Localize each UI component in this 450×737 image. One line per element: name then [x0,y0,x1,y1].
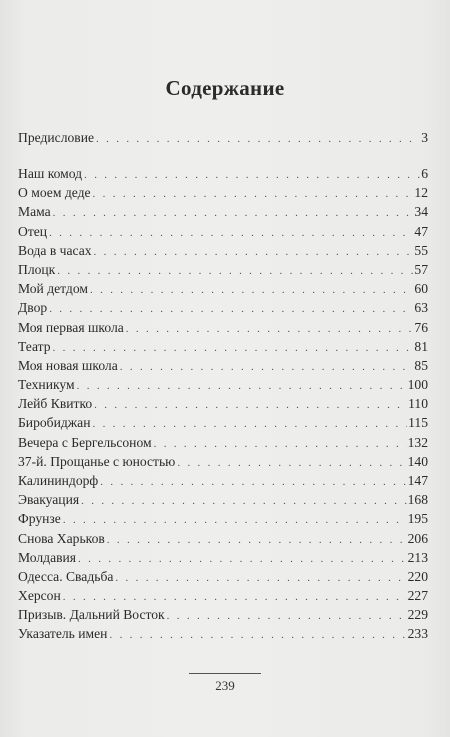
toc-entry [18,183,428,202]
toc-entry-page: 195 [407,511,428,527]
toc-entry [18,394,428,413]
toc-entry [18,433,428,452]
toc-entry-page: 76 [414,319,428,335]
dot-leader [57,262,413,281]
toc-entry-page: 229 [407,607,428,623]
dot-leader [78,550,407,569]
toc-entry [18,605,428,624]
toc-entry-page: 115 [408,415,428,431]
toc-entry-title: Молдавия [18,549,77,565]
toc-chapters-section [18,164,428,625]
toc-entry-title: Эвакуация [18,492,80,508]
toc-entry-page: 110 [408,396,428,412]
toc-entry-title: Двор [18,300,48,316]
toc-entry-title: 37-й. Прощанье с юностью [18,453,176,469]
toc-entry-title: Мой детдом [18,281,88,297]
dot-leader [100,473,406,492]
dot-leader [107,531,407,550]
toc-entry-title: Моя новая школа [18,357,118,373]
toc-entry-page: 63 [414,300,428,316]
toc-entry-title: Наш комод [18,166,83,181]
toc-entry [18,509,428,528]
toc-entry-page: 3 [421,130,428,145]
dot-leader [93,185,414,204]
toc-entry-title: Вода в часах [18,242,92,258]
toc-entry-page: 206 [407,530,428,546]
toc-entry-title: Фрунзе [18,511,61,527]
toc-entry-page: 6 [421,166,428,181]
toc-entry-title: О моем деде [18,185,91,201]
toc-entry-title: Калининдорф [18,473,99,488]
dot-leader [109,626,406,645]
dot-leader [120,358,414,377]
toc-entry [18,202,428,221]
toc-entry-title: Лейб Квитко [18,396,93,412]
toc-index-section [18,624,428,643]
dot-leader [63,511,407,530]
dot-leader [90,281,413,300]
toc-entry-page: 60 [414,281,428,297]
toc-entry-page: 132 [407,434,428,450]
toc-entry [18,624,428,643]
toc-entry [18,298,428,317]
toc-entry-title: Техникум [18,377,75,393]
toc-entry-page: 100 [407,377,428,393]
toc-entry-title: Театр [18,338,51,354]
dot-leader [94,396,407,415]
toc-entry-title: Отец [18,223,48,239]
toc-entry-page: 85 [414,357,428,373]
toc-entry [18,375,428,394]
toc-entry-page: 34 [414,204,428,220]
toc-entry [18,471,428,490]
toc-entry-page: 55 [414,242,428,258]
toc-entry [18,490,428,509]
toc-entry [18,128,428,147]
toc-entry-title: Херсон [18,588,61,604]
toc-entry [18,318,428,337]
toc-entry-page: 81 [414,338,428,354]
dot-leader [115,569,406,588]
toc-entry [18,586,428,605]
toc-entry-page: 233 [407,626,428,641]
toc-entry-title: Биробиджан [18,415,91,431]
dot-leader [94,243,414,262]
dot-leader [177,454,406,473]
toc-entry-page: 57 [414,261,428,277]
page-title: Содержание [165,76,285,100]
toc-entry-title: Моя первая школа [18,319,124,335]
toc-entry [18,222,428,241]
dot-leader [126,320,414,339]
dot-leader [84,166,420,185]
toc-entry-page: 220 [407,568,428,584]
toc-entry [18,567,428,586]
page-number: 239 [215,678,235,693]
toc-entry-title: Плоцк [18,261,56,277]
dot-leader [81,492,406,511]
toc-entry-page: 12 [414,185,428,201]
toc-entry [18,529,428,548]
toc-entry [18,260,428,279]
toc-entry-title: Призыв. Дальний Восток [18,607,165,623]
toc-entry-page: 168 [407,492,428,508]
dot-leader [53,204,414,223]
toc-entry-title: Снова Харьков [18,530,105,546]
toc-entry [18,452,428,471]
toc-entry-title: Одесса. Свадьба [18,568,114,584]
toc-entry-page: 227 [407,588,428,604]
toc-entry [18,356,428,375]
toc-entry [18,279,428,298]
dot-leader [96,130,420,149]
dot-leader [77,377,407,396]
toc-entry-page: 147 [407,473,428,488]
toc-intro-section [18,128,428,147]
toc-entry-title: Вечера с Бергельсоном [18,434,152,450]
toc-entry-title: Предисловие [18,130,95,145]
toc-entry [18,548,428,567]
toc-entry-title: Мама [18,204,51,220]
toc-entry-page: 140 [407,453,428,469]
toc-entry [18,241,428,260]
toc-entry-title: Указатель имен [18,626,108,641]
folio-rule [189,673,261,674]
dot-leader [49,224,413,243]
toc-entry [18,337,428,356]
dot-leader [154,435,407,454]
toc-entry [18,164,428,183]
toc-entry [18,413,428,432]
toc-entry-page: 213 [407,549,428,565]
toc-entry-page: 47 [414,223,428,239]
